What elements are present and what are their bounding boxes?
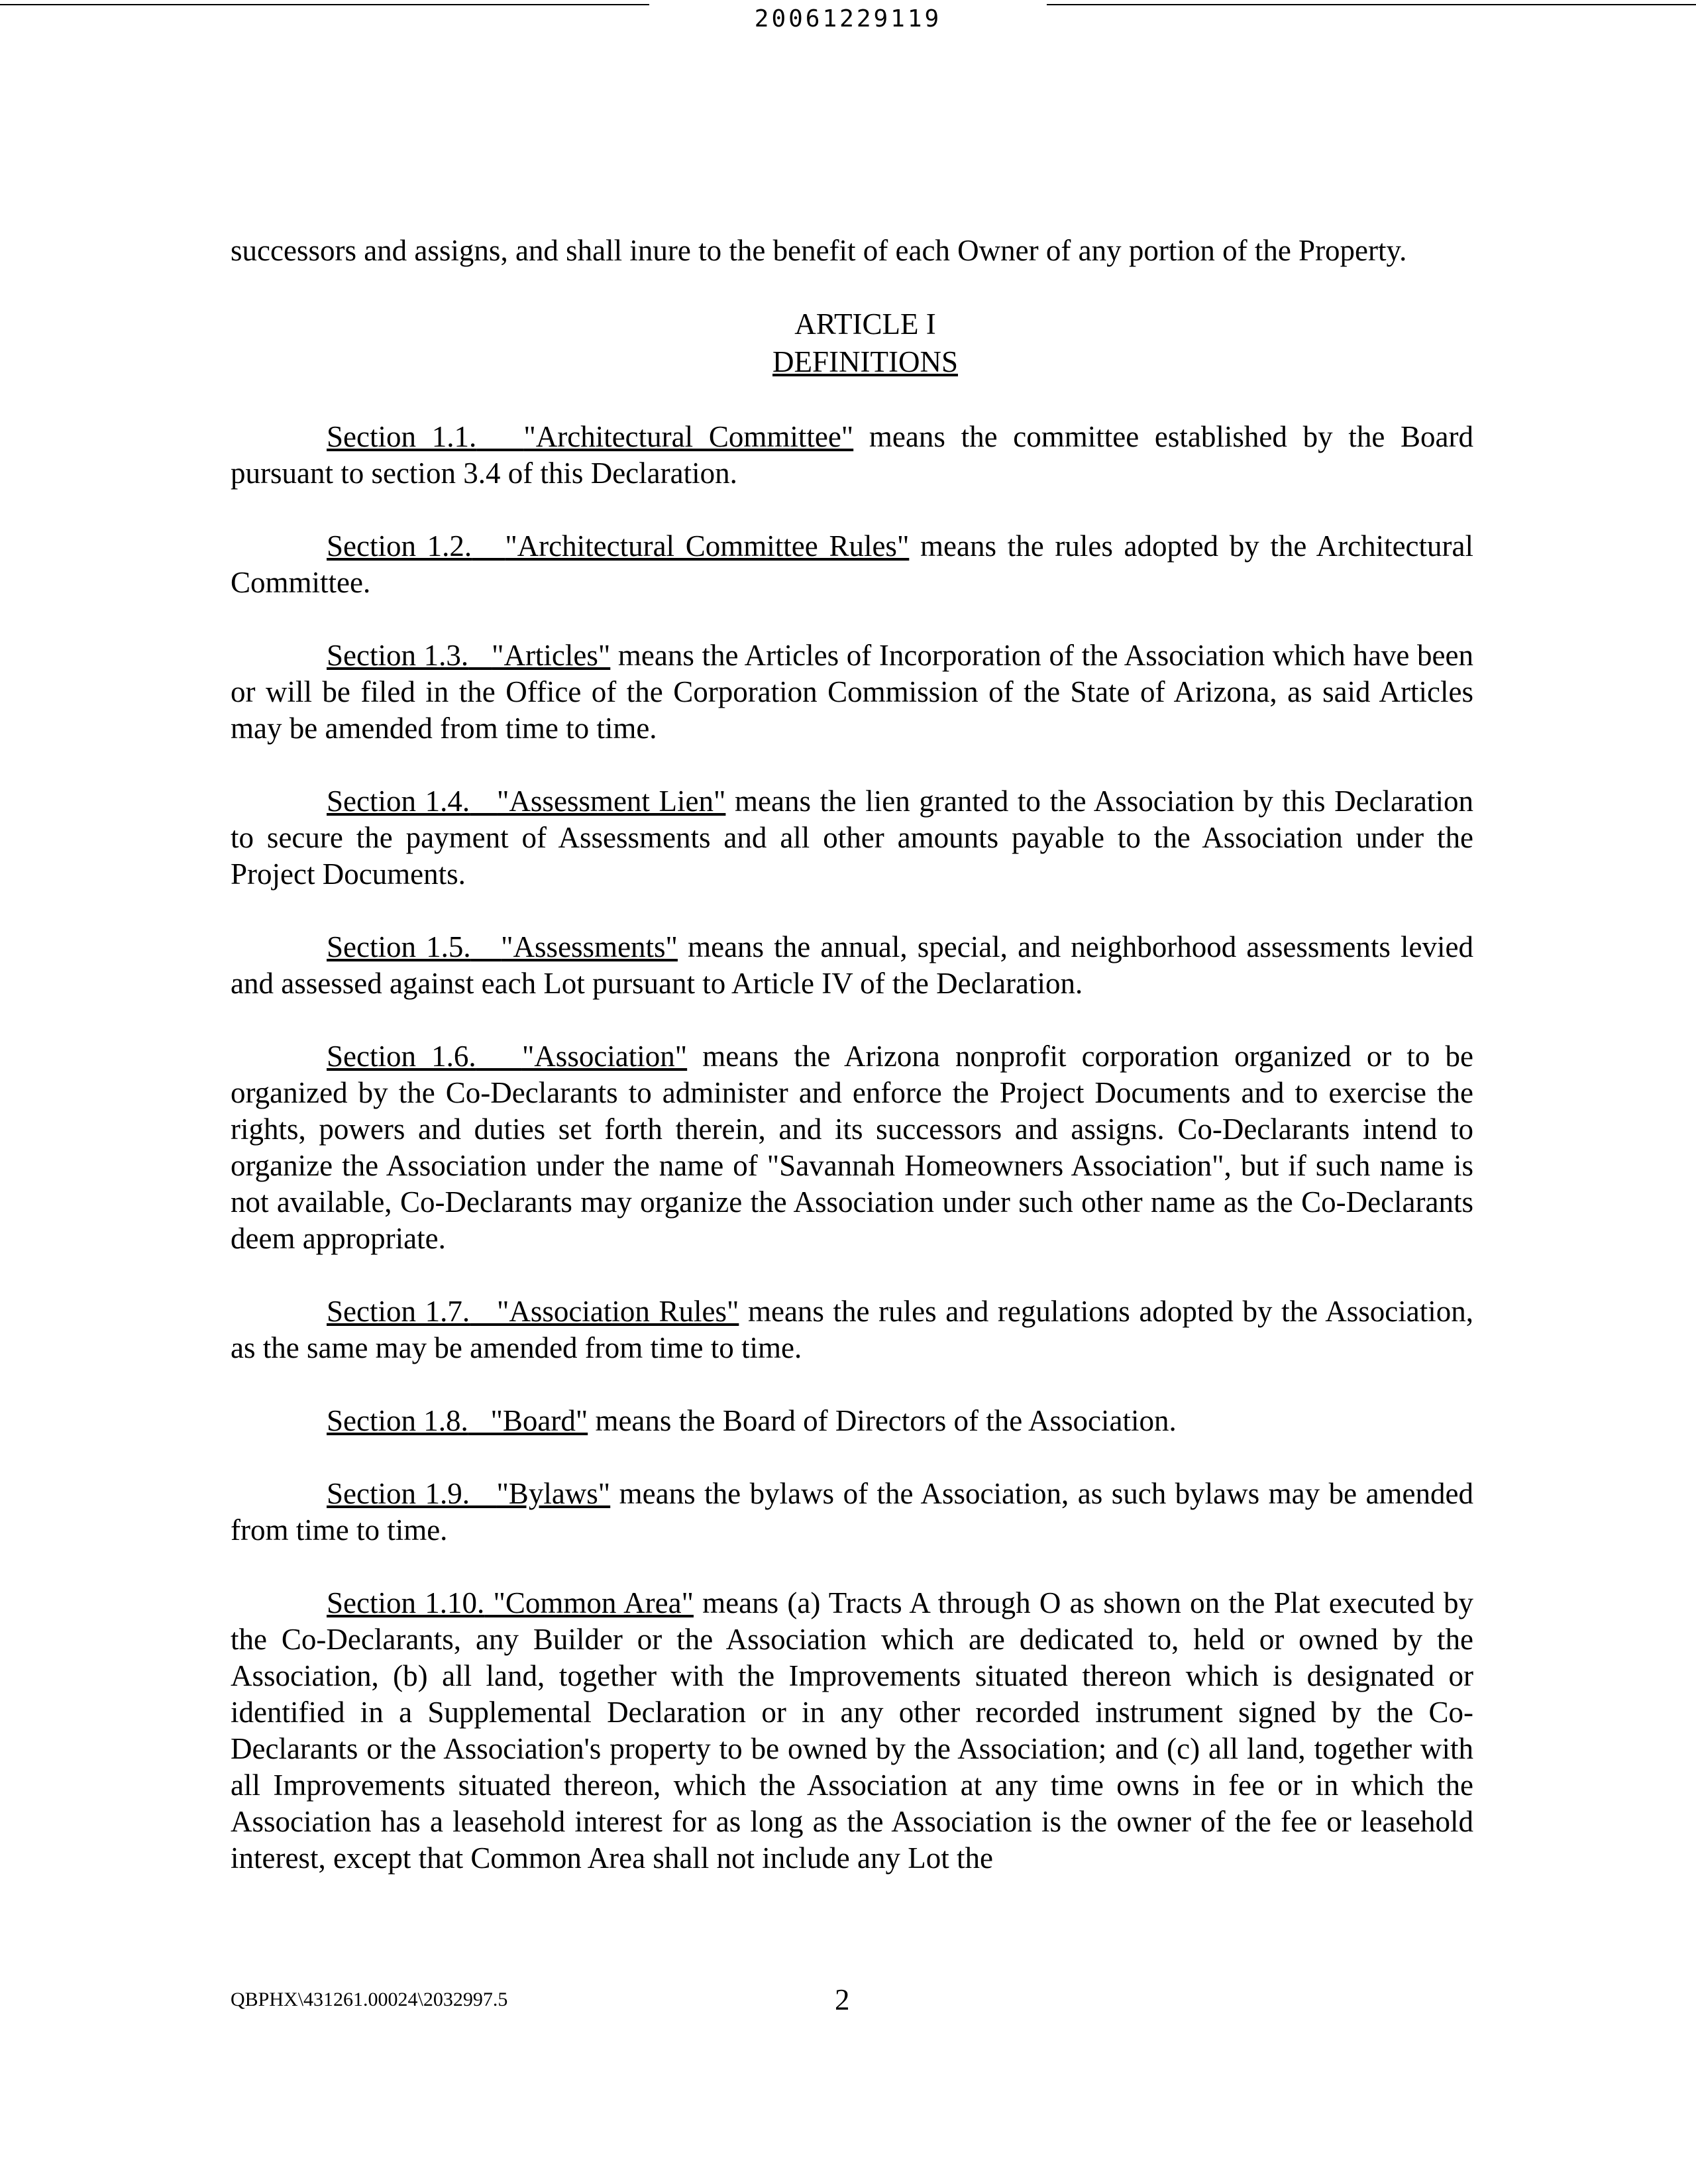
section-1-3 (231, 637, 1473, 747)
section-1-2 (231, 528, 1473, 601)
defined-term: "Association Rules" (497, 1295, 739, 1328)
section-text: means the lien granted to the Association by this Declaration to secure the payment of Assessments and all other amounts payable to the Association under the Project Documents. (231, 785, 1473, 891)
section-1-5 (231, 929, 1473, 1002)
article-title: DEFINITIONS (772, 345, 958, 378)
section-text: means the Arizona nonprofit corporation organized or to be organized by the Co-Declarants to administer and enforce the Project Documents and to exercise the rights, powers and duties set forth therein, and its successors and assigns. Co-Declarants intend to organize the Association under the name of "Savannah Homeowners Association", but if such name is not available, Co-Declarants may organize the Association under such other name as the Co-Declarants deem appropriate. (231, 1040, 1474, 1255)
section-text: means the Board of Directors of the Association. (588, 1404, 1177, 1437)
section-text: means the Articles of Incorporation of the Association which have been or will be filed in the Office of the Corporation Commission of the State of Arizona, as said Articles may be amended from time to time. (231, 639, 1473, 745)
document-code: QBPHX\431261.00024\2032997.5 (231, 1989, 508, 2010)
page-number: 2 (835, 1983, 850, 2016)
section-1-4 (231, 783, 1473, 893)
document-body (231, 233, 1473, 1913)
defined-term: "Articles" (492, 639, 611, 672)
section-number: Section 1.6. (327, 1040, 476, 1073)
article-heading (231, 305, 1473, 381)
section-1-1 (231, 419, 1473, 492)
section-number: Section 1.3. (327, 639, 469, 672)
section-text: means the annual, special, and neighborhood assessments levied and assessed against each Lot pursuant to Article IV of the Declaration. (231, 930, 1473, 1000)
section-text: means the rules and regulations adopted by the Association, as the same may be amended from time to time. (231, 1295, 1473, 1364)
section-text: means the bylaws of the Association, as such bylaws may be amended from time to time. (231, 1477, 1473, 1547)
section-number: Section 1.9. (327, 1477, 470, 1510)
defined-term: "Board" (490, 1404, 588, 1437)
section-text: means the committee established by the Board pursuant to section 3.4 of this Declaration. (231, 420, 1473, 490)
section-text: means (a) Tracts A through O as shown on the Plat executed by the Co-Declarants, any Builder or the Association which are dedicated to, held or owned by the Association, (b) all land, together with the Improvements situated thereon which is designated or identified in a Supplemental Declaration or in any other recorded instrument signed by the Co-Declarants or the Association's property to be owned by the Association; and (c) all land, together with all Improvements situated thereon, which the Association at any time owns in fee or in which the Association has a leasehold interest for as long as the Association is the owner of the fee or leasehold interest, except that Common Area shall not include any Lot the (231, 1586, 1473, 1875)
defined-term: "Assessment Lien" (497, 785, 726, 818)
section-number: Section 1.1. (327, 420, 477, 453)
defined-term: "Architectural Committee" (523, 420, 854, 453)
recording-number: 20061229119 (754, 5, 942, 32)
section-1-6 (231, 1038, 1473, 1257)
section-1-7 (231, 1293, 1473, 1366)
section-text: means the rules adopted by the Architectural Committee. (231, 529, 1473, 599)
section-number: Section 1.2. (327, 529, 472, 563)
section-number: Section 1.5. (327, 930, 471, 963)
defined-term: "Association" (521, 1040, 688, 1073)
defined-term: "Architectural Committee Rules" (505, 529, 910, 563)
intro-paragraph: successors and assigns, and shall inure to the benefit of each Owner of any portion of the Property. (231, 234, 1407, 267)
article-number: ARTICLE I (794, 307, 936, 341)
section-number: Section 1.7. (327, 1295, 470, 1328)
defined-term: "Common Area" (493, 1586, 694, 1619)
defined-term: "Assessments" (501, 930, 678, 963)
section-1-8 (231, 1403, 1473, 1439)
section-number: Section 1.4. (327, 785, 470, 818)
section-number: Section 1.10. (327, 1586, 485, 1619)
defined-term: "Bylaws" (496, 1477, 611, 1510)
section-1-10 (231, 1585, 1473, 1877)
section-1-9 (231, 1476, 1473, 1549)
section-number: Section 1.8. (327, 1404, 468, 1437)
